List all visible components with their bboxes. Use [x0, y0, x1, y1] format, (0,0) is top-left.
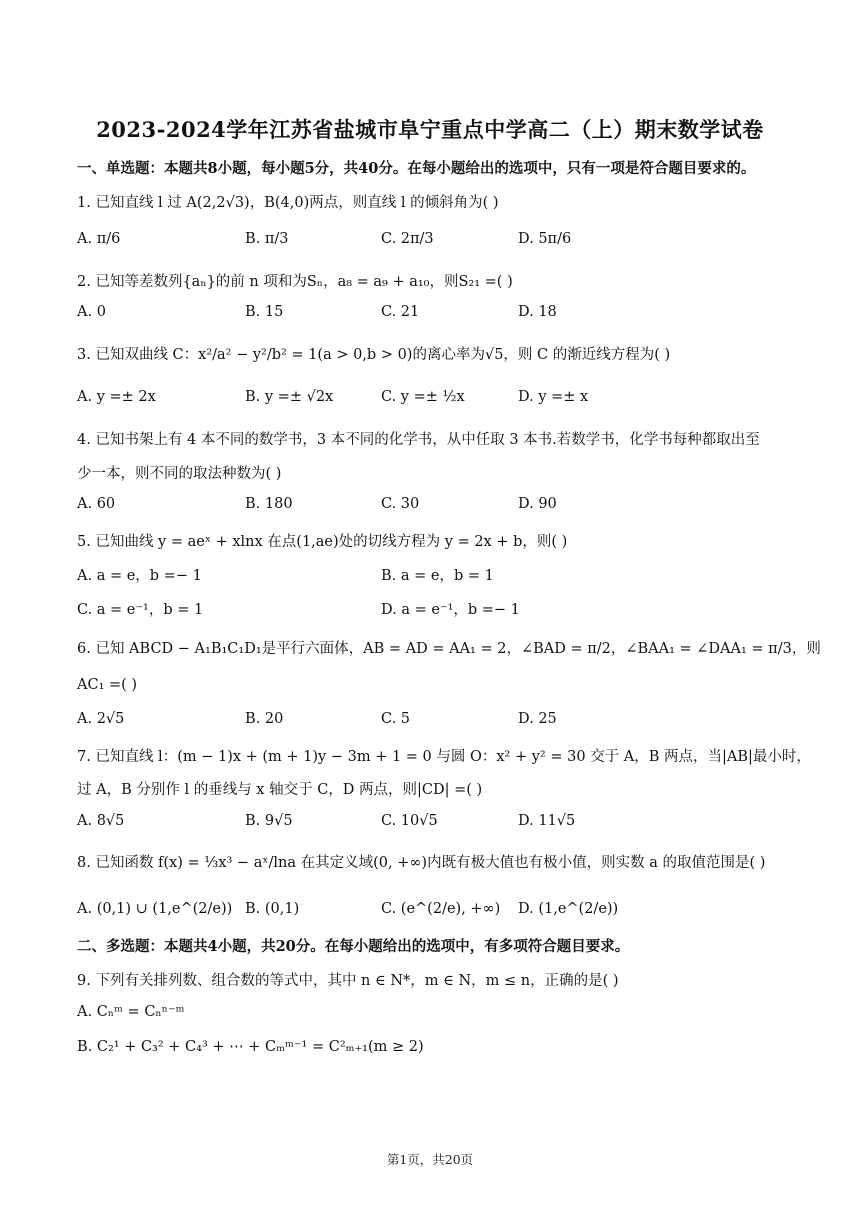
section-single-choice-header: 一、单选题：本题共8小题，每小题5分，共40分。在每小题给出的选项中，只有一项是符合题目要求的。 — [77, 160, 756, 177]
question-6-line-1: 6. 已知 ABCD − A₁B₁C₁D₁是平行六面体，AB = AD = AA₁ = 2，∠BAD = π/2，∠BAA₁ = ∠DAA₁ = π/3，则 — [77, 641, 821, 657]
q5-option-d: D. a = e⁻¹，b =− 1 — [381, 602, 520, 618]
q2-option-b: B. 15 — [245, 304, 284, 320]
q1-option-c: C. 2π/3 — [381, 231, 434, 247]
q8-option-a: A. (0,1) ∪ (1,e^(2/e)) — [77, 901, 233, 917]
q5-option-b: B. a = e，b = 1 — [381, 568, 494, 584]
q2-option-c: C. 21 — [381, 304, 420, 320]
question-2: 2. 已知等差数列{aₙ}的前 n 项和为Sₙ，a₈ = a₉ + a₁₀，则S₂₁ =( ) — [77, 274, 513, 290]
q9-option-b: B. C₂¹ + C₃² + C₄³ + ⋯ + Cₘᵐ⁻¹ = C²ₘ₊₁(m ≥ 2) — [77, 1039, 424, 1055]
q7-option-c: C. 10√5 — [381, 813, 438, 829]
question-5: 5. 已知曲线 y = aeˣ + xlnx 在点(1,ae)处的切线方程为 y = 2x + b，则( ) — [77, 534, 568, 550]
q3-option-c: C. y =± ½x — [381, 389, 465, 405]
q1-option-a: A. π/6 — [77, 231, 121, 247]
q7-option-a: A. 8√5 — [77, 813, 125, 829]
question-4-line-2: 少一本，则不同的取法种数为( ) — [77, 466, 282, 482]
q6-option-a: A. 2√5 — [77, 711, 125, 727]
q4-option-b: B. 180 — [245, 496, 293, 512]
q7-option-d: D. 11√5 — [518, 813, 576, 829]
question-7-line-1: 7. 已知直线 l：(m − 1)x + (m + 1)y − 3m + 1 = 0 与圆 O：x² + y² = 30 交于 A，B 两点，当|AB|最小时， — [77, 749, 811, 765]
q2-option-d: D. 18 — [518, 304, 557, 320]
question-6-line-2: AC₁ =( ) — [77, 677, 138, 693]
page-footer: 第1页，共20页 — [386, 1152, 474, 1167]
section-multi-choice-header: 二、多选题：本题共4小题，共20分。在每小题给出的选项中，有多项符合题目要求。 — [77, 938, 630, 955]
q4-option-a: A. 60 — [77, 496, 116, 512]
q5-option-c: C. a = e⁻¹，b = 1 — [77, 602, 204, 618]
q7-option-b: B. 9√5 — [245, 813, 293, 829]
q3-option-a: A. y =± 2x — [77, 389, 156, 405]
q4-option-c: C. 30 — [381, 496, 420, 512]
q8-option-c: C. (e^(2/e), +∞) — [381, 901, 501, 917]
question-4-line-1: 4. 已知书架上有 4 本不同的数学书，3 本不同的化学书，从中任取 3 本书.若数学书，化学书每种都取出至 — [77, 432, 760, 448]
q6-option-b: B. 20 — [245, 711, 284, 727]
question-7-line-2: 过 A，B 分别作 l 的垂线与 x 轴交于 C，D 两点，则|CD| =( ) — [77, 782, 483, 798]
question-3: 3. 已知双曲线 C：x²/a² − y²/b² = 1(a > 0,b > 0)的离心率为√5，则 C 的渐近线方程为( ) — [77, 347, 671, 363]
q1-option-d: D. 5π/6 — [518, 231, 572, 247]
q2-option-a: A. 0 — [77, 304, 106, 320]
q3-option-b: B. y =± √2x — [245, 389, 334, 405]
q1-option-b: B. π/3 — [245, 231, 289, 247]
question-8: 8. 已知函数 f(x) = ⅓x³ − aˣ/lna 在其定义域(0, +∞)内既有极大值也有极小值，则实数 a 的取值范围是( ) — [77, 855, 766, 871]
q5-option-a: A. a = e，b =− 1 — [77, 568, 202, 584]
q6-option-d: D. 25 — [518, 711, 557, 727]
q8-option-b: B. (0,1) — [245, 901, 300, 917]
q9-option-a: A. Cₙᵐ = Cₙⁿ⁻ᵐ — [77, 1004, 185, 1020]
q6-option-c: C. 5 — [381, 711, 411, 727]
q4-option-d: D. 90 — [518, 496, 557, 512]
page-title: 2023-2024学年江苏省盐城市阜宁重点中学高二（上）期末数学试卷 — [96, 117, 764, 142]
question-1: 1. 已知直线 l 过 A(2,2√3)，B(4,0)两点，则直线 l 的倾斜角为( ) — [77, 195, 499, 211]
q8-option-d: D. (1,e^(2/e)) — [518, 901, 619, 917]
q3-option-d: D. y =± x — [518, 389, 589, 405]
question-9: 9. 下列有关排列数、组合数的等式中，其中 n ∈ N*，m ∈ N，m ≤ n，正确的是( ) — [77, 973, 619, 989]
